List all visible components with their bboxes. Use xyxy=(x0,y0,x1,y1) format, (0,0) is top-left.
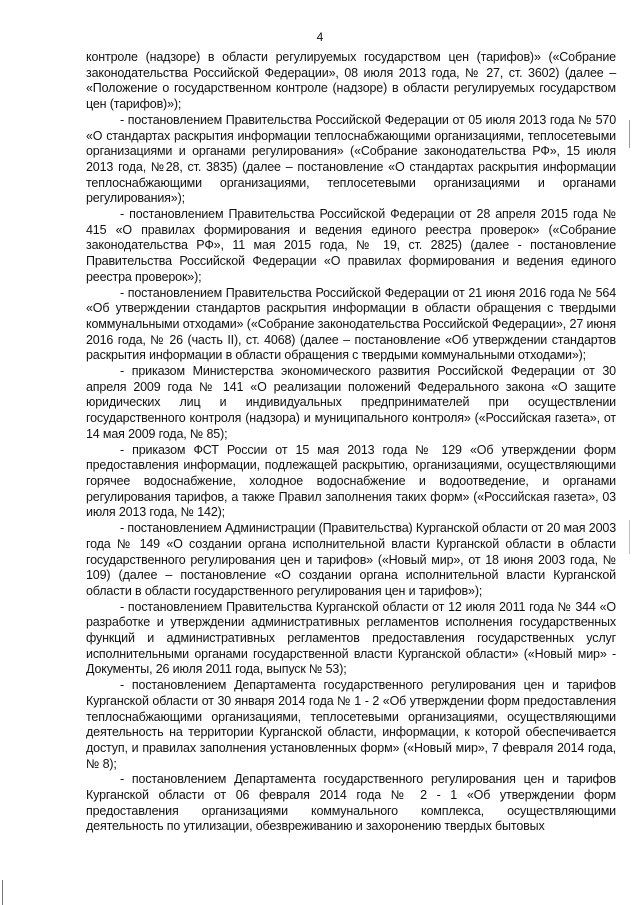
paragraph: - постановлением Правительства Российской Федерации от 21 июня 2016 года № 564 «Об утверждении стандартов раскрытия информации в области обращения с твердыми коммунальными отходами» («Собрание законодательства Российской Федерации», 27 июня 2016 года, № 26 (часть II), ст. 4068) (далее – постановление «Об утверждении стандартов раскрытия информации в области обращения с твердыми коммунальными отходами»); xyxy=(86,285,616,363)
paragraph-continuation: контроле (надзоре) в области регулируемых государством цен (тарифов)» («Собрание законодательства Российской Федерации», 08 июля 2013 года, № 27, ст. 3602) (далее – «Положение о государственном контроле (надзоре) в области регулируемых государством цен (тарифов)»); xyxy=(86,50,616,112)
paragraph: - постановлением Правительства Российской Федерации от 28 апреля 2015 года № 415 «О правилах формирования и ведения единого реестра проверок» («Собрание законодательства РФ», 11 мая 2015 года, № 19, ст. 2825) (далее - постановление Правительства Российской Федерации «О правилах формирования и ведения единого реестра проверок»); xyxy=(86,207,616,284)
paragraph: - постановлением Департамента государственного регулирования цен и тарифов Курганской области от 06 февраля 2014 года № 2 - 1 «Об утверждении форм предоставления организациями коммунального комплекса, осуществляющими деятельность по утилизации, обезвреживанию и захоронению твердых бытовых xyxy=(86,772,616,834)
scan-edge-mark xyxy=(629,520,630,554)
paragraph: - постановлением Департамента государственного регулирования цен и тарифов Курганской области от 30 января 2014 года № 1 - 2 «Об утверждении форм предоставления теплоснабжающими организациями, теплосетевыми организациями, осуществляющими деятельность на территории Курганской области, информации, к которой обеспечивается доступ, и правилах заполнения установленных форм» («Новый мир», 7 февраля 2014 года, № 8); xyxy=(86,678,616,771)
paragraph: - приказом Министерства экономического развития Российской Федерации от 30 апреля 2009 года № 141 «О реализации положений Федерального закона «О защите юридических лиц и индивидуальных предпринимателей при осуществлении государственного контроля (надзора) и муниципального контроля» («Российская газета», от 14 мая 2009 года, № 85); xyxy=(86,364,616,441)
paragraph: - постановлением Правительства Российской Федерации от 05 июля 2013 года № 570 «О стандартах раскрытия информации теплоснабжающими организациями, теплосетевыми организациями и органами регулирования» («Собрание законодательства РФ», 15 июля 2013 года, №28, ст. 3835) (далее – постановление «О стандартах раскрытия информации теплоснабжающими организациями, теплосетевыми организациями и органами регулирования»); xyxy=(86,112,616,206)
scan-edge-mark xyxy=(629,120,630,148)
page-number: 4 xyxy=(316,30,324,44)
document-body xyxy=(86,50,616,835)
paragraph: - постановлением Администрации (Правительства) Курганской области от 20 мая 2003 года № 149 «О создании органа исполнительной власти Курганской области в области государственного регулирования цен и тарифов» («Новый мир», от 18 июня 2003 года, № 109) (далее – постановление «О создании органа исполнительной власти Курганской области в области государственного регулирования цен и тарифов»); xyxy=(86,521,616,598)
paragraph: - приказом ФСТ России от 15 мая 2013 года № 129 «Об утверждении форм предоставления информации, подлежащей раскрытию, организациями, осуществляющими горячее водоснабжение, холодное водоснабжение и водоотведение, и органами регулирования тарифов, а также Правил заполнения таких форм» («Российская газета», 03 июля 2013 года, № 142); xyxy=(86,442,616,520)
paragraph: - постановлением Правительства Курганской области от 12 июля 2011 года № 344 «О разработке и утверждении административных регламентов исполнения государственных функций и административных регламентов предоставления государственных услуг исполнительными органами государственной власти Курганской области» («Новый мир» - Документы, 26 июля 2011 года, выпуск № 53); xyxy=(86,599,616,677)
scan-edge-mark xyxy=(2,880,3,905)
